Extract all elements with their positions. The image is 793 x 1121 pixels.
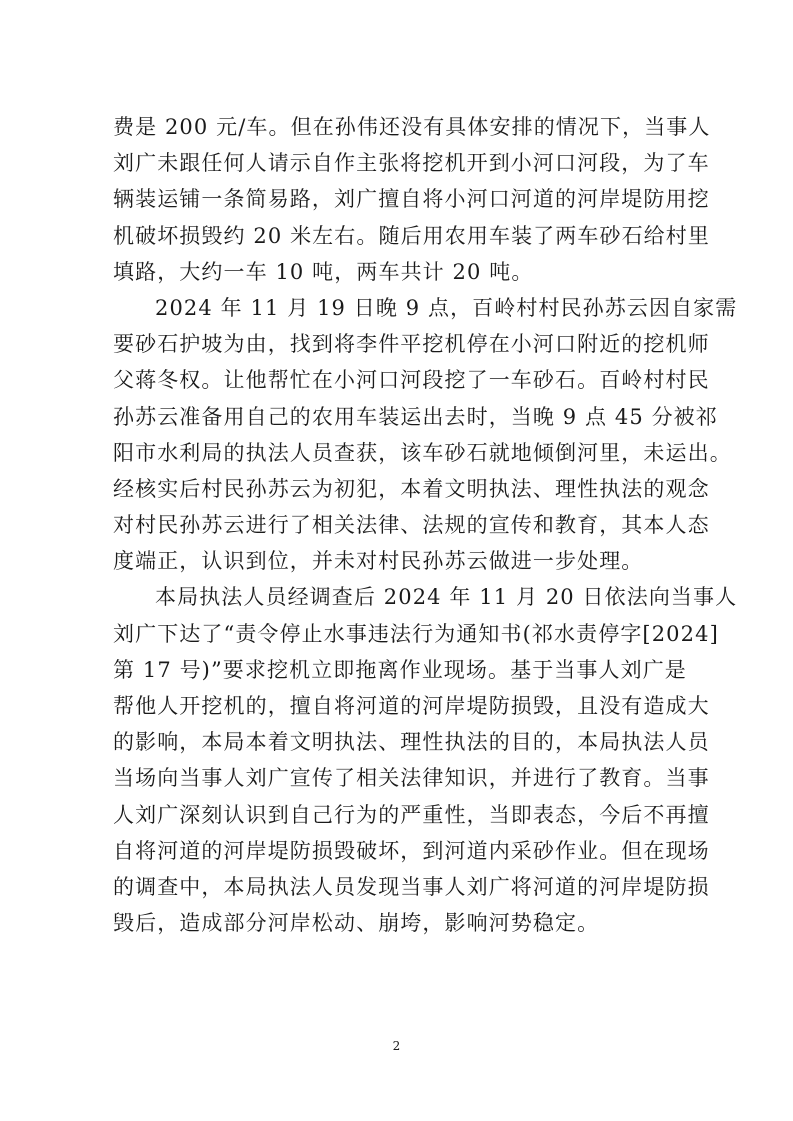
text-line: 的影响，本局本着文明执法、理性执法的目的，本局执法人员 xyxy=(113,730,710,755)
text-line: 要砂石护坡为由，找到将李件平挖机停在小河口附近的挖机师 xyxy=(113,332,710,357)
text-line: 第 17 号)”要求挖机立即拖离作业现场。基于当事人刘广是 xyxy=(113,657,687,682)
text-line: 帮他人开挖机的，擅自将河道的河岸堤防损毁，且没有造成大 xyxy=(113,694,710,718)
text-line: 填路，大约一车 10 吨，两车共计 20 吨。 xyxy=(113,259,534,284)
page-number: 2 xyxy=(392,1039,401,1053)
text-line: 刘广下达了“责令停止水事违法行为通知书(祁水责停字[2024] xyxy=(113,621,719,646)
paragraph-start-line: 本局执法人员经调查后 2024 年 11 月 20 日依法向当事人 xyxy=(155,585,738,610)
document-body xyxy=(113,109,738,941)
text-line: 经核实后村民孙苏云为初犯，本着文明执法、理性执法的观念 xyxy=(113,476,710,501)
text-line: 自将河道的河岸堤防损毁破坏，到河道内采砂作业。但在现场 xyxy=(113,838,710,863)
text-line: 父蒋冬权。让他帮忙在小河口河段挖了一车砂石。百岭村村民 xyxy=(113,368,710,393)
text-line: 当场向当事人刘广宣传了相关法律知识，并进行了教育。当事 xyxy=(113,766,710,791)
text-line: 费是 200 元/车。但在孙伟还没有具体安排的情况下，当事人 xyxy=(113,115,711,139)
text-line: 人刘广深刻认识到自己行为的严重性，当即表态，今后不再擅 xyxy=(113,802,710,827)
text-line: 刘广未跟任何人请示自作主张将挖机开到小河口河段，为了车 xyxy=(113,151,710,176)
text-line: 孙苏云准备用自己的农用车装运出去时，当晚 9 点 45 分被祁 xyxy=(113,404,718,429)
text-line: 机破坏损毁约 20 米左右。随后用农用车装了两车砂石给村里 xyxy=(113,223,710,248)
text-line: 阳市水利局的执法人员查获，该车砂石就地倾倒河里，未运出。 xyxy=(113,440,732,465)
text-line: 辆装运铺一条简易路，刘广擅自将小河口河道的河岸堤防用挖 xyxy=(113,187,710,212)
text-line: 毁后，造成部分河岸松动、崩垮，影响河势稳定。 xyxy=(113,911,600,936)
paragraph-start-line: 2024 年 11 月 19 日晚 9 点，百岭村村民孙苏云因自家需 xyxy=(155,295,738,320)
text-line: 度端正，认识到位，并未对村民孙苏云做进一步处理。 xyxy=(113,549,644,574)
text-line: 对村民孙苏云进行了相关法律、法规的宣传和教育，其本人态 xyxy=(113,513,710,538)
text-line: 的调查中，本局执法人员发现当事人刘广将河道的河岸堤防损 xyxy=(113,874,710,899)
